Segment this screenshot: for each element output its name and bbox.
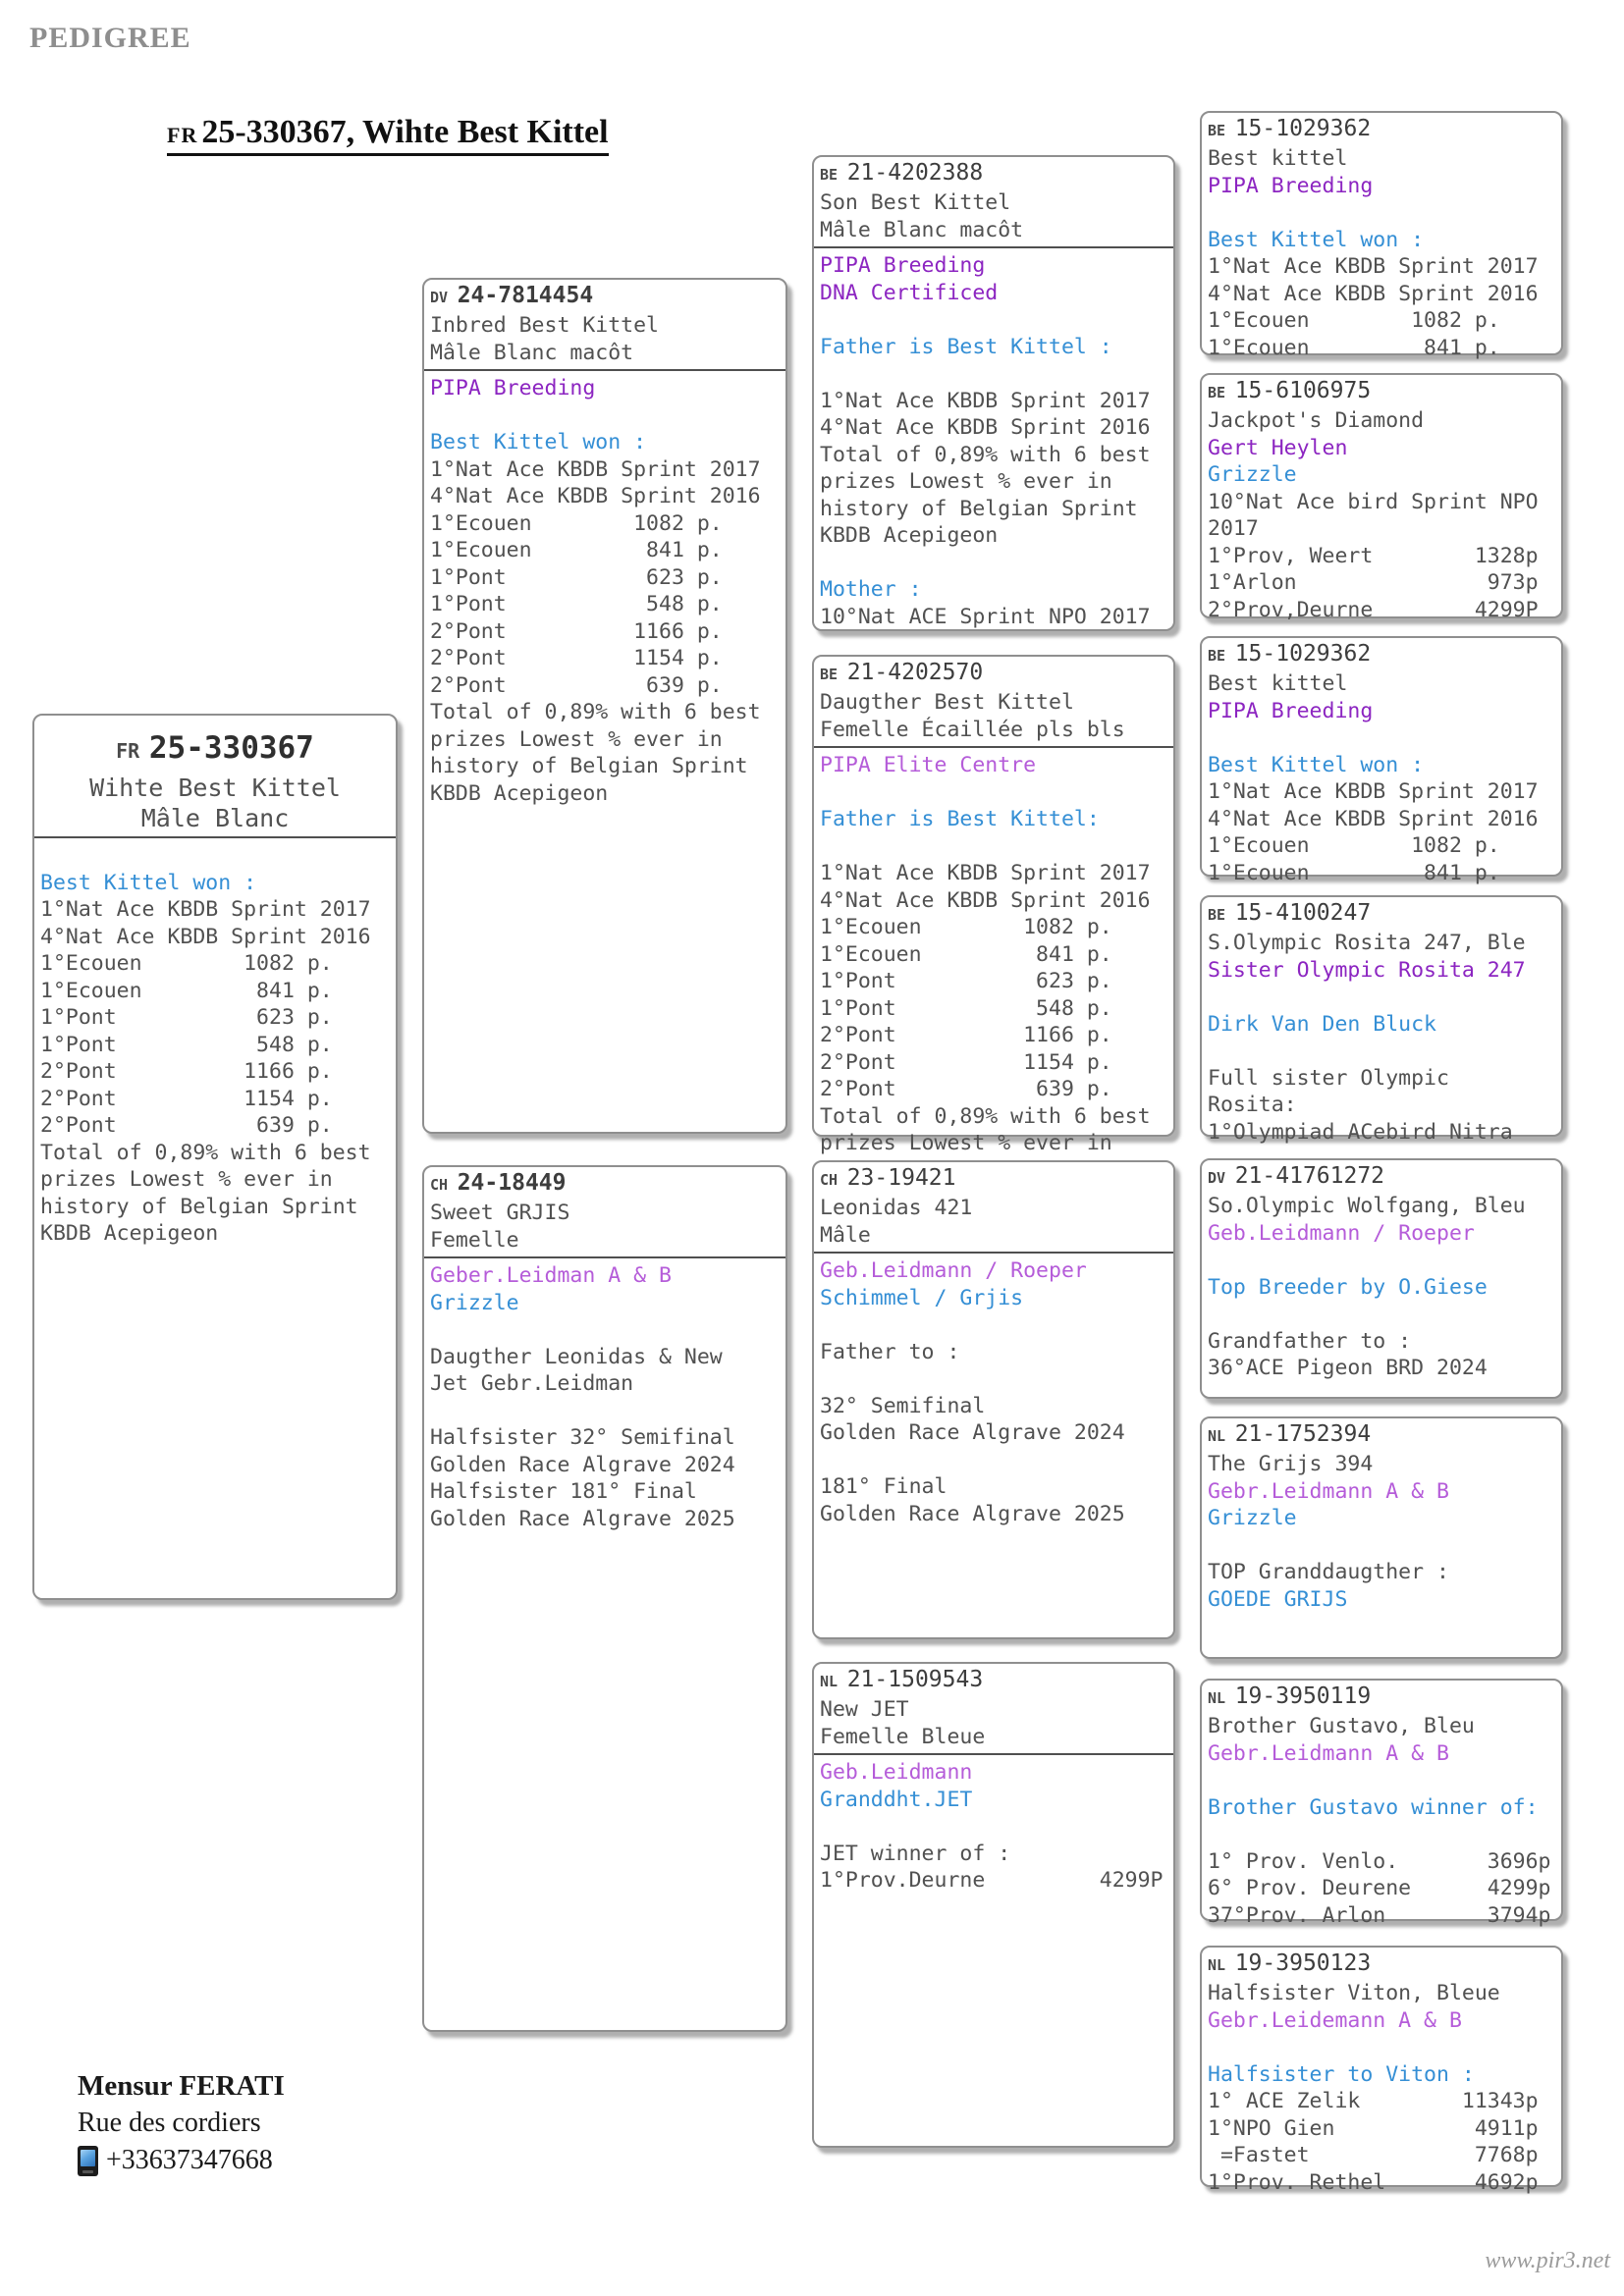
box-text-line: Grizzle: [430, 1290, 519, 1315]
owner-phone-row: [78, 2142, 285, 2179]
box-text-line: [820, 360, 1167, 388]
box-text-line: Golden Race Algrave 2025: [430, 1506, 735, 1531]
pedigree-box-greatgrandparent-8: [1200, 1946, 1563, 2195]
box-text-line: 1°Pont 548 p.: [820, 995, 1112, 1021]
box-text-line: Father to :: [820, 1339, 960, 1364]
box-text-line: Best Kittel won :: [40, 870, 257, 895]
box-text-line: 10°Nat Ace bird Sprint NPO: [1208, 489, 1539, 514]
pedigree-box-sire: [422, 278, 787, 1134]
box-text-line: 1°NPO Gien 4911p: [1208, 2115, 1539, 2141]
box-text-line: New JET: [820, 1697, 909, 1722]
box-text-line: 32° Semifinal: [820, 1393, 986, 1418]
box-text-line: 2°Pont 639 p.: [430, 672, 723, 698]
box-text-line: Gebr.Leidemann A & B: [1208, 2007, 1462, 2033]
ring-number: [430, 1170, 780, 1200]
box-text-line: 1°Prov.Deurne 4299P: [820, 1868, 1164, 1893]
ring-value: 21-4202570: [846, 660, 984, 685]
box-text-line: 4°Nat Ace KBDB Sprint 2016: [40, 924, 371, 949]
country-code: NL: [1208, 1427, 1226, 1445]
box-text-line: prizes Lowest % ever in: [820, 469, 1112, 494]
box-text-line: Gert Heylen: [1208, 435, 1348, 460]
ring-number: [40, 727, 390, 773]
country-code: FR: [116, 739, 140, 763]
box-text-line: Femelle Bleue: [820, 1724, 986, 1749]
box-text-line: Brother Gustavo winner of:: [1208, 1794, 1539, 1820]
box-text-line: [1208, 1532, 1555, 1560]
box-text-line: 2°Pont 1166 p.: [40, 1059, 333, 1084]
owner-address: Rue des cordiers: [78, 2108, 261, 2138]
ring-number: [820, 160, 1167, 189]
pedigree-box-grandsire-paternal: [812, 155, 1175, 631]
box-text-line: S.Olympic Rosita 247, Ble: [1208, 931, 1526, 955]
box-separator: [34, 836, 396, 838]
pedigree-box-granddam-maternal: [812, 1662, 1175, 2148]
box-text-line: Jackpot's Diamond: [1208, 408, 1425, 433]
box-text-line: 1°Nat Ace KBDB Sprint 2017: [820, 388, 1151, 413]
box-text-line: [820, 779, 1167, 807]
box-text-line: PIPA Breeding: [820, 253, 986, 278]
box-text-line: Son Best Kittel: [820, 190, 1011, 215]
box-text-line: history of Belgian Sprint: [40, 1194, 358, 1219]
box-text-line: Mâle Blanc: [140, 804, 290, 832]
box-text-line: Golden Race Algrave 2025: [820, 1501, 1125, 1526]
box-separator: [814, 746, 1173, 748]
box-text-line: 1°Nat Ace KBDB Sprint 2017: [1208, 779, 1539, 804]
box-text-line: 4°Nat Ace KBDB Sprint 2016: [1208, 806, 1539, 831]
pedigree-box-greatgrandparent-7: [1200, 1679, 1563, 1928]
ring-value: 23-19421: [846, 1165, 956, 1191]
box-text-line: [1208, 2034, 1555, 2061]
box-lines: [1208, 930, 1555, 1146]
box-text-line: Granddht.JET: [820, 1787, 973, 1812]
box-lines: [40, 773, 390, 1248]
box-text-line: Femelle: [430, 1227, 519, 1253]
box-text-line: 1°Ecouen 1082 p.: [820, 915, 1112, 939]
box-text-line: 2°Pont 1154 p.: [430, 646, 723, 670]
box-separator: [814, 246, 1173, 248]
box-text-line: Gebr.Leidmann A & B: [1208, 1478, 1449, 1504]
owner-name: Mensur FERATI: [78, 2070, 285, 2102]
box-text-line: PIPA Breeding: [1208, 698, 1374, 723]
ring-number: [1208, 378, 1555, 407]
ring-value: 24-18449: [457, 1170, 567, 1196]
box-text-line: Grandfather to :: [1208, 1328, 1412, 1354]
box-text-line: Leonidas 421: [820, 1196, 973, 1220]
pedigree-box-greatgrandparent-3: [1200, 636, 1563, 885]
box-text-line: Brother Gustavo, Bleu: [1208, 1714, 1475, 1738]
box-text-line: 2°Pont 639 p.: [40, 1113, 333, 1138]
country-code: NL: [1208, 1689, 1226, 1707]
country-code: DV: [430, 289, 449, 306]
box-text-line: The Grijs 394: [1208, 1452, 1374, 1476]
box-text-line: [430, 1316, 780, 1344]
box-separator: [814, 1753, 1173, 1755]
pedigree-box-dam: [422, 1165, 787, 2032]
box-text-line: 2°Pont 1166 p.: [430, 618, 723, 644]
box-text-line: [1208, 1038, 1555, 1065]
pedigree-box-greatgrandparent-6: [1200, 1416, 1563, 1659]
box-text-line: 1°Pont 623 p.: [430, 564, 723, 590]
box-text-line: Mâle Blanc macôt: [820, 217, 1024, 242]
country-code: BE: [820, 166, 839, 184]
ring-number: [1208, 1683, 1555, 1713]
box-text-line: 6° Prov. Deurene 4299p: [1208, 1876, 1551, 1900]
country-code: BE: [1208, 122, 1226, 139]
box-separator: [814, 1252, 1173, 1254]
box-text-line: 1°Pont 623 p.: [820, 969, 1112, 993]
box-text-line: 37°Prov. Arlon 3794p: [1208, 1902, 1551, 1928]
pedigree-box-grandsire-maternal: [812, 1160, 1175, 1639]
box-text-line: 1°Olympiad ACebird Nitra: [1208, 1119, 1513, 1145]
box-text-line: Top Breeder by O.Giese: [1208, 1274, 1488, 1300]
ring-value: 15-4100247: [1234, 900, 1372, 926]
box-text-line: Femelle Écaillée pls bls: [820, 717, 1125, 742]
country-code: CH: [820, 1171, 839, 1189]
pedigree-box-greatgrandparent-1: [1200, 111, 1563, 360]
box-text-line: 1° ACE Zelik 11343p: [1208, 2089, 1539, 2113]
box-text-line: TOP Granddaugther :: [1208, 1560, 1449, 1584]
box-text-line: Daugther Best Kittel: [820, 690, 1074, 715]
box-lines: [820, 1195, 1167, 1527]
ring-number: [820, 1667, 1167, 1696]
box-text-line: DNA Certificed: [820, 280, 999, 305]
box-text-line: PIPA Breeding: [1208, 173, 1374, 198]
ring-value: 15-1029362: [1234, 116, 1372, 141]
box-text-line: [430, 1398, 780, 1425]
box-text-line: =Fastet 7768p: [1208, 2143, 1539, 2167]
box-text-line: [820, 550, 1167, 577]
ring-value: 19-3950119: [1234, 1683, 1372, 1709]
box-text-line: 1°Nat Ace KBDB Sprint 2017: [1208, 254, 1539, 279]
box-text-line: [820, 306, 1167, 334]
box-text-line: Geb.Leidmann / Roeper: [820, 1258, 1087, 1283]
box-text-line: 1°Ecouen 1082 p.: [40, 951, 333, 976]
country-code: BE: [1208, 647, 1226, 665]
box-text-line: [40, 842, 390, 870]
box-text-line: JET winner of :: [820, 1841, 1011, 1866]
box-lines: [1208, 1713, 1555, 1929]
ring-number: [1208, 1163, 1555, 1193]
box-text-line: Father is Best Kittel:: [820, 807, 1100, 831]
box-lines: [430, 1200, 780, 1532]
watermark: www.pir3.net: [1485, 2248, 1610, 2273]
box-text-line: Geb.Leidmann / Roeper: [1208, 1220, 1475, 1246]
box-text-line: Best kittel: [1208, 146, 1348, 171]
box-text-line: 4°Nat Ace KBDB Sprint 2016: [1208, 281, 1539, 306]
box-text-line: 1°Prov, Weert 1328p: [1208, 543, 1539, 568]
country-code: NL: [1208, 1956, 1226, 1974]
ring-number: [430, 283, 780, 312]
box-text-line: Halfsister 181° Final: [430, 1479, 697, 1504]
box-lines: [430, 312, 780, 807]
box-text-line: Halfsister Viton, Bleue: [1208, 1981, 1500, 2005]
box-separator: [424, 369, 785, 371]
box-lines: [820, 689, 1167, 1157]
box-text-line: 36°ACE Pigeon BRD 2024: [1208, 1356, 1488, 1380]
box-text-line: [1208, 984, 1555, 1011]
box-text-line: Mâle Blanc macôt: [430, 340, 634, 365]
ring-number: [820, 660, 1167, 689]
box-separator: [424, 1256, 785, 1258]
box-text-line: 1°Nat Ace KBDB Sprint 2017: [40, 897, 371, 922]
box-text-line: Best Kittel won :: [1208, 227, 1425, 252]
box-text-line: [820, 833, 1167, 861]
ring-number: [1208, 1421, 1555, 1451]
pedigree-box-greatgrandparent-2: [1200, 373, 1563, 622]
box-text-line: 1°Ecouen 1082 p.: [1208, 833, 1500, 858]
country-code: CH: [430, 1176, 449, 1194]
box-text-line: Full sister Olympic: [1208, 1065, 1449, 1091]
box-text-line: 1°Nat Ace KBDB Sprint 2017: [820, 861, 1151, 885]
box-text-line: Grizzle: [1208, 462, 1297, 487]
box-text-line: Schimmel / Grjis: [820, 1285, 1024, 1310]
box-text-line: 1° Prov. Venlo. 3696p: [1208, 1848, 1551, 1874]
owner-phone: +33637347668: [106, 2145, 273, 2175]
box-text-line: [820, 1447, 1167, 1474]
box-text-line: Grizzle: [1208, 1506, 1297, 1530]
box-text-line: [820, 1365, 1167, 1393]
country-code: NL: [820, 1673, 839, 1690]
box-text-line: Daugther Leonidas & New: [430, 1344, 723, 1369]
box-text-line: 1°Arlon 973p: [1208, 570, 1539, 595]
box-text-line: [1208, 1821, 1555, 1848]
country-code: DV: [1208, 1169, 1226, 1187]
box-text-line: prizes Lowest % ever in: [40, 1167, 333, 1192]
box-text-line: KBDB Acepigeon: [40, 1221, 219, 1246]
ring-number: [1208, 641, 1555, 670]
box-text-line: 2°Prov,Deurne 4299P: [1208, 597, 1539, 622]
box-text-line: [820, 1311, 1167, 1339]
box-text-line: Total of 0,89% with 6 best: [820, 442, 1151, 467]
box-text-line: 2°Pont 1154 p.: [820, 1049, 1112, 1075]
box-text-line: [1208, 724, 1555, 752]
box-text-line: 1°Ecouen 841 p.: [430, 538, 723, 562]
box-text-line: 2°Pont 1166 p.: [820, 1023, 1112, 1047]
box-lines: [1208, 1193, 1555, 1382]
box-lines: [1208, 1980, 1555, 2196]
country-code: BE: [1208, 906, 1226, 924]
ring-value: 15-1029362: [1234, 641, 1372, 667]
box-text-line: Mâle: [820, 1222, 871, 1248]
box-text-line: GOEDE GRIJS: [1208, 1586, 1348, 1612]
box-lines: [1208, 670, 1555, 886]
box-lines: [1208, 407, 1555, 623]
box-text-line: prizes Lowest % ever in: [430, 726, 723, 752]
box-text-line: [1208, 199, 1555, 227]
ring-number: [1208, 1950, 1555, 1980]
box-text-line: 1°Ecouen 1082 p.: [430, 510, 723, 536]
pedigree-box-subject: [32, 714, 398, 1600]
page-title: [167, 114, 609, 156]
box-text-line: PIPA Elite Centre: [820, 753, 1037, 777]
pedigree-box-granddam-paternal: [812, 655, 1175, 1155]
box-text-line: 10°Nat ACE Sprint NPO 2017: [820, 604, 1151, 629]
box-text-line: Total of 0,89% with 6 best: [820, 1103, 1151, 1129]
box-lines: [820, 189, 1167, 630]
box-text-line: Dirk Van Den Bluck: [1208, 1011, 1436, 1037]
box-text-line: Wihte Best Kittel: [89, 774, 341, 802]
box-text-line: 1°Ecouen 841 p.: [40, 978, 333, 1003]
ring-value: 21-4202388: [846, 160, 984, 186]
box-text-line: Inbred Best Kittel: [430, 313, 659, 338]
ring-value: 21-1509543: [846, 1667, 984, 1692]
box-text-line: Golden Race Algrave 2024: [430, 1452, 735, 1477]
box-text-line: Golden Race Algrave 2024: [820, 1420, 1125, 1445]
box-text-line: 2017: [1208, 516, 1259, 541]
box-text-line: 4°Nat Ace KBDB Sprint 2016: [430, 484, 761, 508]
box-text-line: Gebr.Leidmann A & B: [1208, 1740, 1449, 1766]
box-text-line: Halfsister to Viton :: [1208, 2061, 1475, 2087]
box-text-line: [430, 402, 780, 430]
box-text-line: prizes Lowest % ever in: [820, 1131, 1112, 1155]
box-text-line: 1°Ecouen 841 p.: [1208, 860, 1500, 885]
country-code: BE: [820, 666, 839, 683]
box-text-line: [820, 1813, 1167, 1841]
owner-contact: [78, 2067, 285, 2179]
box-lines: [820, 1696, 1167, 1895]
box-text-line: 4°Nat Ace KBDB Sprint 2016: [820, 415, 1151, 440]
box-text-line: KBDB Acepigeon: [820, 523, 999, 548]
box-text-line: Geb.Leidmann: [820, 1760, 973, 1785]
ring-value: 21-41761272: [1234, 1163, 1385, 1189]
box-text-line: [1208, 1767, 1555, 1794]
box-text-line: Halfsister 32° Semifinal: [430, 1425, 735, 1450]
title-text: 25-330367, Wihte Best Kittel: [201, 114, 609, 150]
box-text-line: Father is Best Kittel :: [820, 334, 1112, 359]
box-text-line: 2°Pont 1154 p.: [40, 1086, 333, 1111]
box-text-line: So.Olympic Wolfgang, Bleu: [1208, 1194, 1526, 1218]
box-text-line: history of Belgian Sprint: [430, 754, 748, 778]
box-text-line: 1°Prov. Rethel 4692p: [1208, 2169, 1539, 2195]
box-text-line: [1208, 1247, 1555, 1274]
box-text-line: 181° Final: [820, 1474, 947, 1499]
ring-value: 21-1752394: [1234, 1421, 1372, 1447]
box-text-line: 2°Pont 639 p.: [820, 1077, 1112, 1101]
ring-value: 25-330367: [148, 730, 314, 766]
ring-number: [1208, 900, 1555, 930]
box-text-line: Best Kittel won :: [430, 430, 647, 454]
box-text-line: KBDB Acepigeon: [430, 780, 609, 806]
box-text-line: 4°Nat Ace KBDB Sprint 2016: [820, 887, 1151, 913]
box-text-line: 1°Ecouen 841 p.: [820, 941, 1112, 967]
box-text-line: PIPA Breeding: [430, 376, 596, 400]
box-text-line: Rosita:: [1208, 1093, 1297, 1117]
box-lines: [1208, 1451, 1555, 1613]
pedigree-box-greatgrandparent-4: [1200, 895, 1563, 1145]
box-text-line: Sister Olympic Rosita 247: [1208, 957, 1526, 983]
mobile-phone-icon: [78, 2146, 98, 2176]
box-text-line: Sweet GRJIS: [430, 1201, 570, 1225]
ring-value: 15-6106975: [1234, 378, 1372, 403]
title-country-prefix: FR: [167, 123, 198, 147]
box-text-line: Best kittel: [1208, 671, 1348, 696]
box-text-line: [1208, 1301, 1555, 1328]
box-text-line: 1°Nat Ace KBDB Sprint 2017: [430, 456, 761, 482]
box-text-line: Total of 0,89% with 6 best: [40, 1140, 371, 1165]
country-code: BE: [1208, 384, 1226, 401]
page-header: PEDIGREE: [29, 22, 191, 54]
box-text-line: 1°Ecouen 1082 p.: [1208, 308, 1500, 333]
ring-value: 19-3950123: [1234, 1950, 1372, 1976]
ring-value: 24-7814454: [457, 283, 594, 308]
pedigree-box-greatgrandparent-5: [1200, 1158, 1563, 1399]
box-text-line: Total of 0,89% with 6 best: [430, 700, 761, 724]
box-text-line: history of Belgian Sprint: [820, 496, 1138, 521]
box-text-line: Jet Gebr.Leidman: [430, 1371, 634, 1396]
ring-number: [1208, 116, 1555, 145]
box-text-line: Geber.Leidman A & B: [430, 1263, 672, 1288]
box-text-line: 1°Ecouen 841 p.: [1208, 335, 1500, 360]
box-text-line: 1°Pont 623 p.: [40, 1005, 333, 1030]
box-text-line: Best Kittel won :: [1208, 752, 1425, 777]
ring-number: [820, 1165, 1167, 1195]
box-lines: [1208, 145, 1555, 361]
box-text-line: Mother :: [820, 577, 922, 602]
box-text-line: 1°Pont 548 p.: [40, 1032, 333, 1057]
box-text-line: 1°Pont 548 p.: [430, 592, 723, 616]
